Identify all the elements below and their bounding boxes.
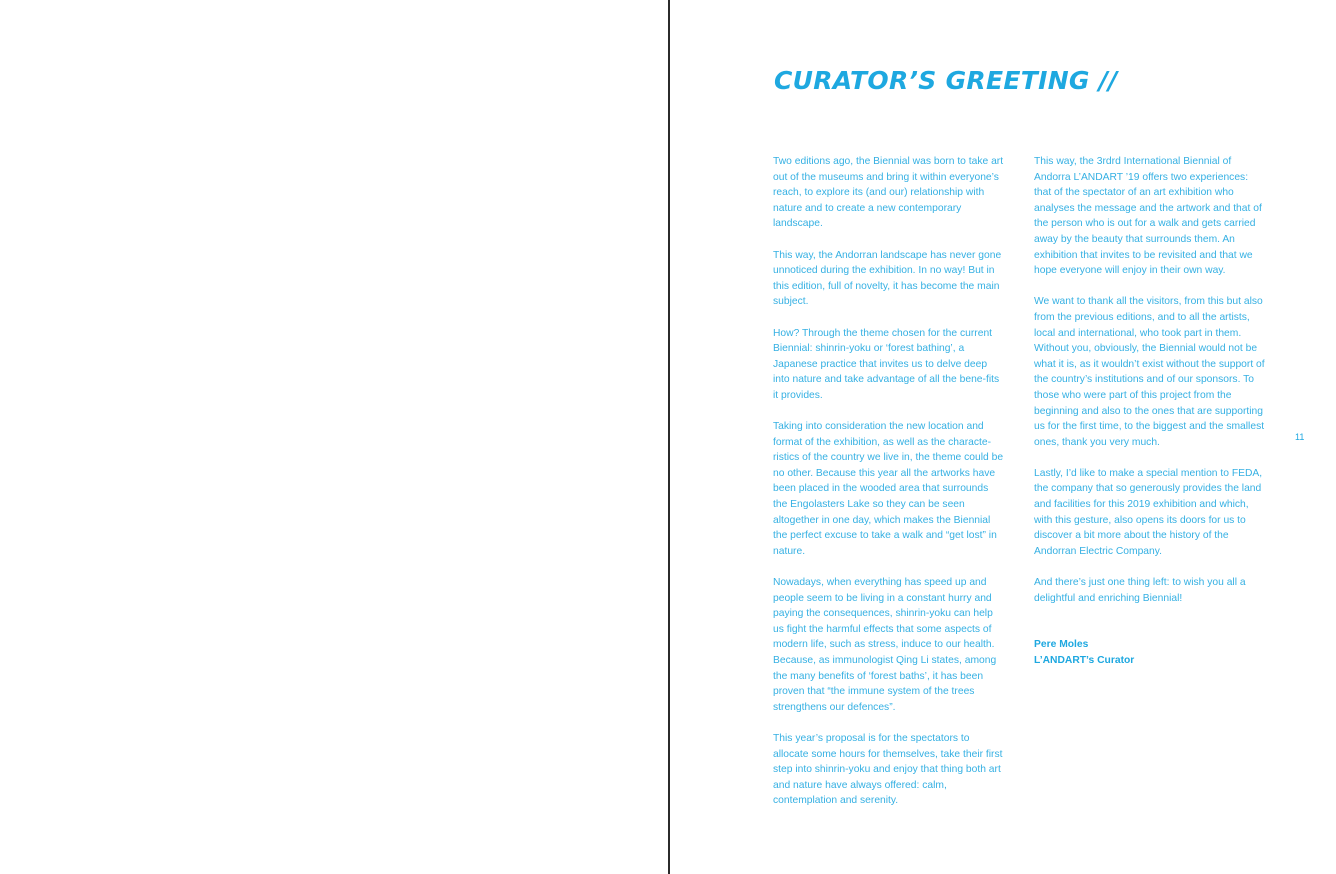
paragraph: Lastly, I’d like to make a special mention to FEDA, the company that so generously provides the land and facilities for this 2019 exhibition and which, with this gesture, also opens its doors for us to discover a bit more about the history of the Andorran Electric Company.	[1034, 467, 1263, 557]
paragraph: This way, the 3rdrd International Biennial of Andorra L’ANDART ’19 offers two experiences: that of the spectator of an art exhibition who analyses the message and the artwork and that of the person who is out for a walk and gets carried away by the beauty that surrounds them. An exhibition that invites to be revisited and that we hope everyone will enjoy in their own way.	[1034, 156, 1262, 277]
page-number: 11	[1295, 432, 1305, 442]
signature-role: L’ANDART’s Curator	[1034, 654, 1135, 666]
text-column-right	[1034, 154, 1266, 668]
signature-name: Pere Moles	[1034, 639, 1089, 651]
right-page	[670, 0, 1336, 874]
paragraph: Two editions ago, the Biennial was born to take art out of the museums and bring it within everyone’s reach, to explore its (and our) relationship with nature and to create a new contemporary landscape.	[773, 156, 1004, 230]
page-title: CURATOR’S GREETING //	[774, 66, 1118, 95]
paragraph: This way, the Andorran landscape has never gone unnoticed during the exhibition. In no way! But in this edition, full of novelty, it has become the main subject.	[773, 249, 1002, 308]
paragraph: And there’s just one thing left: to wish you all a delightful and enriching Biennial!	[1034, 577, 1246, 604]
signature-block	[1034, 637, 1266, 668]
paragraph: We want to thank all the visitors, from this but also from the previous editions, and to all the artists, local and international, who took part in them. Without you, obviously, the Biennial would not be what it is, as it wouldn’t exist without the support of the country’s institutions and of our sponsors. To those who were part of this project from the beginning and also to the ones that are supporting us for the first time, to the biggest and the smallest ones, thank you very much.	[1034, 296, 1265, 448]
text-column-left	[773, 154, 1005, 825]
paragraph: Nowadays, when everything has speed up and people seem to be living in a constant hurry and paying the consequences, shinrin-yoku can help us fight the harmful effects that some aspects of modern life, such as stress, induce to our health. Because, as immunologist Qing Li states, among the many benefits of ‘forest baths’, it has been proven that “the immune system of the trees strengthens our defences”.	[773, 577, 997, 713]
paragraph: This year’s proposal is for the spectators to allocate some hours for themselves, take their first step into shinrin-yoku and enjoy that thing both art and nature have always offered: calm, contemplation and serenity.	[773, 732, 1003, 807]
paragraph: Taking into consideration the new location and format of the exhibition, as well as the characte-ristics of the country we live in, the theme could be no other. Because this year all the artworks have been placed in the wooded area that surrounds the Engolasters Lake so they can be seen altogether in one day, which makes the Biennial the perfect excuse to take a walk and “get lost” in nature.	[773, 421, 1004, 557]
paragraph: How? Through the theme chosen for the current Biennial: shinrin-yoku or ‘forest bathing’, a Japanese practice that invites us to delve deep into nature and take advantage of all the bene-fits it provides.	[773, 327, 1000, 401]
